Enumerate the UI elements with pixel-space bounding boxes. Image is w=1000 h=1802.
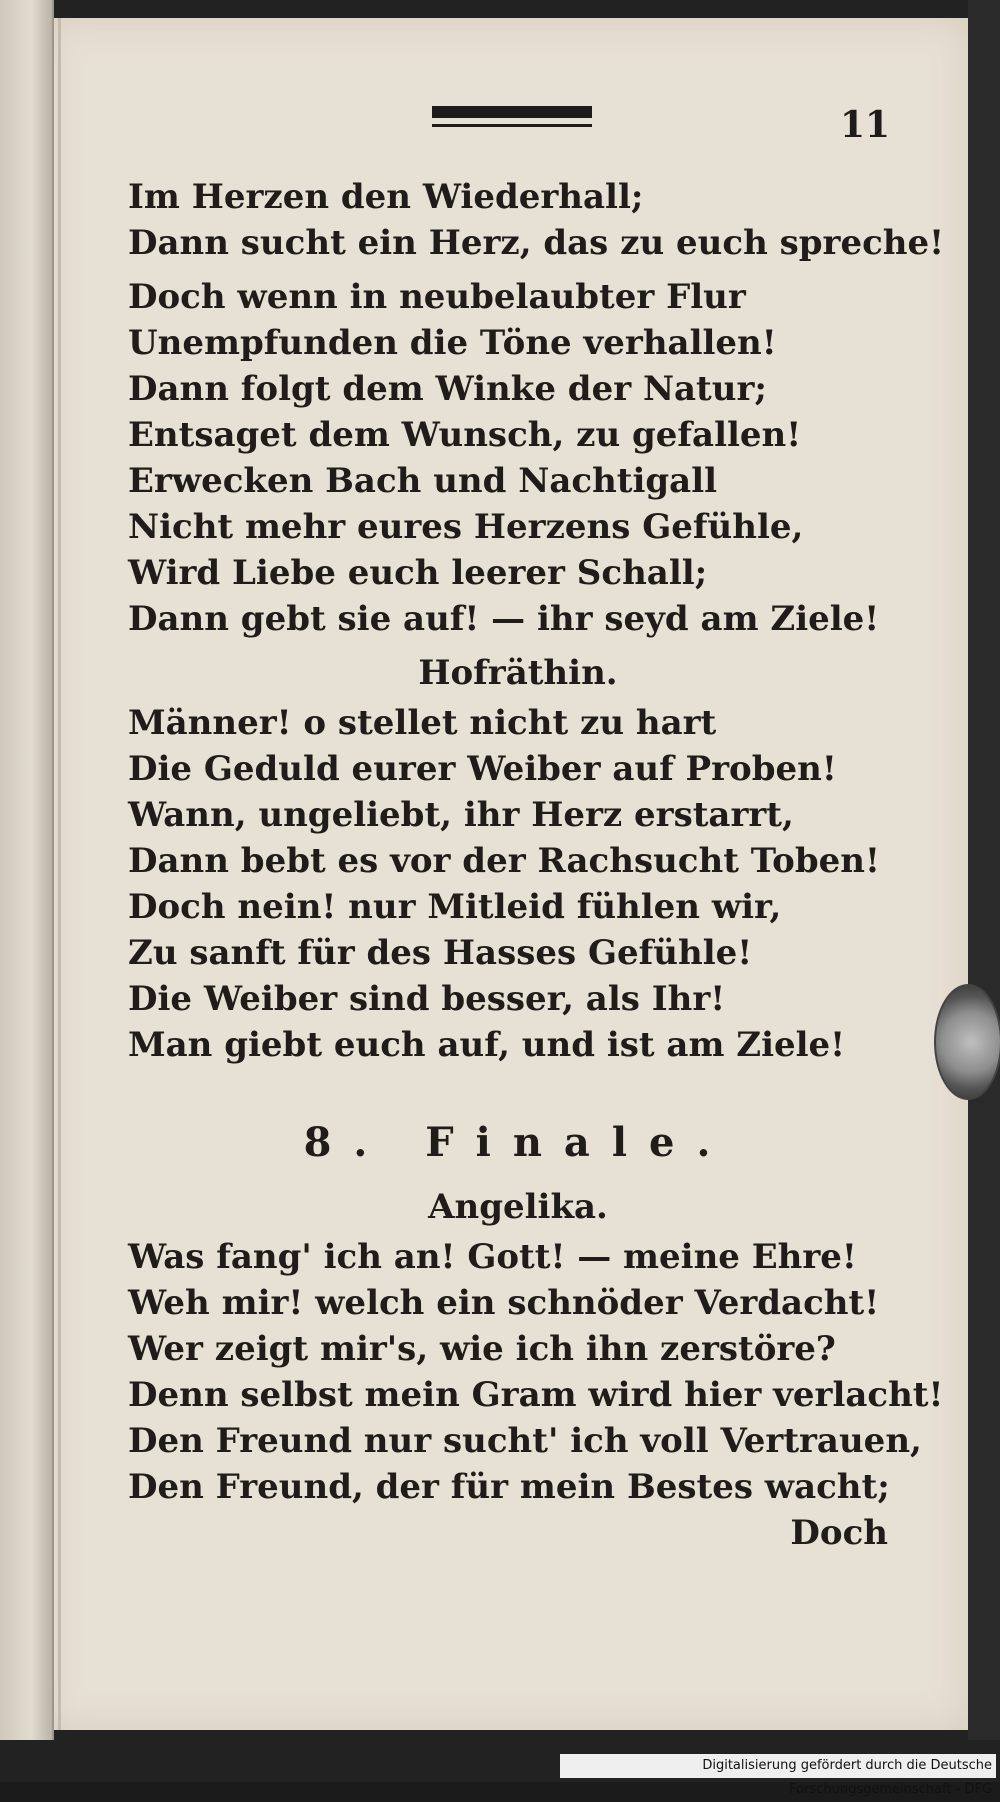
verse-line: Entsaget dem Wunsch, zu gefallen!: [128, 415, 802, 455]
verse-line: Die Geduld eurer Weiber auf Proben!: [128, 749, 837, 789]
verse-line: Den Freund nur sucht' ich voll Vertrauen,: [128, 1421, 922, 1461]
left-page-edge: [0, 0, 54, 1740]
catchword: Doch: [790, 1513, 888, 1553]
speaker-name: Angelika.: [428, 1187, 608, 1227]
verse-line: Man giebt euch auf, und ist am Ziele!: [128, 1025, 846, 1065]
verse-line: Nicht mehr eures Herzens Gefühle,: [128, 507, 804, 547]
verse-line: Denn selbst mein Gram wird hier verlacht!: [128, 1375, 944, 1415]
verse-line: Dann gebt sie auf! — ihr seyd am Ziele!: [128, 599, 880, 639]
speaker-name: Hofräthin.: [418, 653, 618, 693]
verse-line: Dann folgt dem Winke der Natur;: [128, 369, 767, 409]
header-rule: [432, 106, 592, 118]
verse-line: Männer! o stellet nicht zu hart: [128, 703, 717, 743]
verse-line: Unempfunden die Töne verhallen!: [128, 323, 777, 363]
gutter: [58, 18, 61, 1730]
verse-line: Erwecken Bach und Nachtigall: [128, 461, 718, 501]
verse-line: Die Weiber sind besser, als Ihr!: [128, 979, 726, 1019]
verse-line: Dann bebt es vor der Rachsucht Toben!: [128, 841, 880, 881]
verse-line: Wer zeigt mir's, wie ich ihn zerstöre?: [128, 1329, 836, 1369]
verse-line: Zu sanft für des Hasses Gefühle!: [128, 933, 753, 973]
verse-line: Was fang' ich an! Gott! — meine Ehre!: [128, 1237, 857, 1277]
verse-line: Doch wenn in neubelaubter Flur: [128, 277, 746, 317]
verse-line: Weh mir! welch ein schnöder Verdacht!: [128, 1283, 880, 1323]
verse-line: Dann sucht ein Herz, das zu euch spreche!: [128, 223, 945, 263]
binding-clip: [934, 984, 1000, 1100]
digitization-credit: Digitalisierung gefördert durch die Deutsche Forschungsgemeinschaft - DFG: [560, 1754, 996, 1778]
verse-line: Wird Liebe euch leerer Schall;: [128, 553, 708, 593]
verse-line: Im Herzen den Wiederhall;: [128, 177, 644, 217]
verse-line: Doch nein! nur Mitleid fühlen wir,: [128, 887, 782, 927]
page-text: [128, 174, 945, 1556]
page-number: 11: [840, 104, 891, 146]
verse-line: Wann, ungeliebt, ihr Herz erstarrt,: [128, 795, 794, 835]
right-scan-edge: [968, 0, 1000, 1740]
section-title: 8. Finale.: [303, 1119, 733, 1166]
header-rule-thin: [432, 124, 592, 127]
verse-line: Den Freund, der für mein Bestes wacht;: [128, 1467, 890, 1507]
